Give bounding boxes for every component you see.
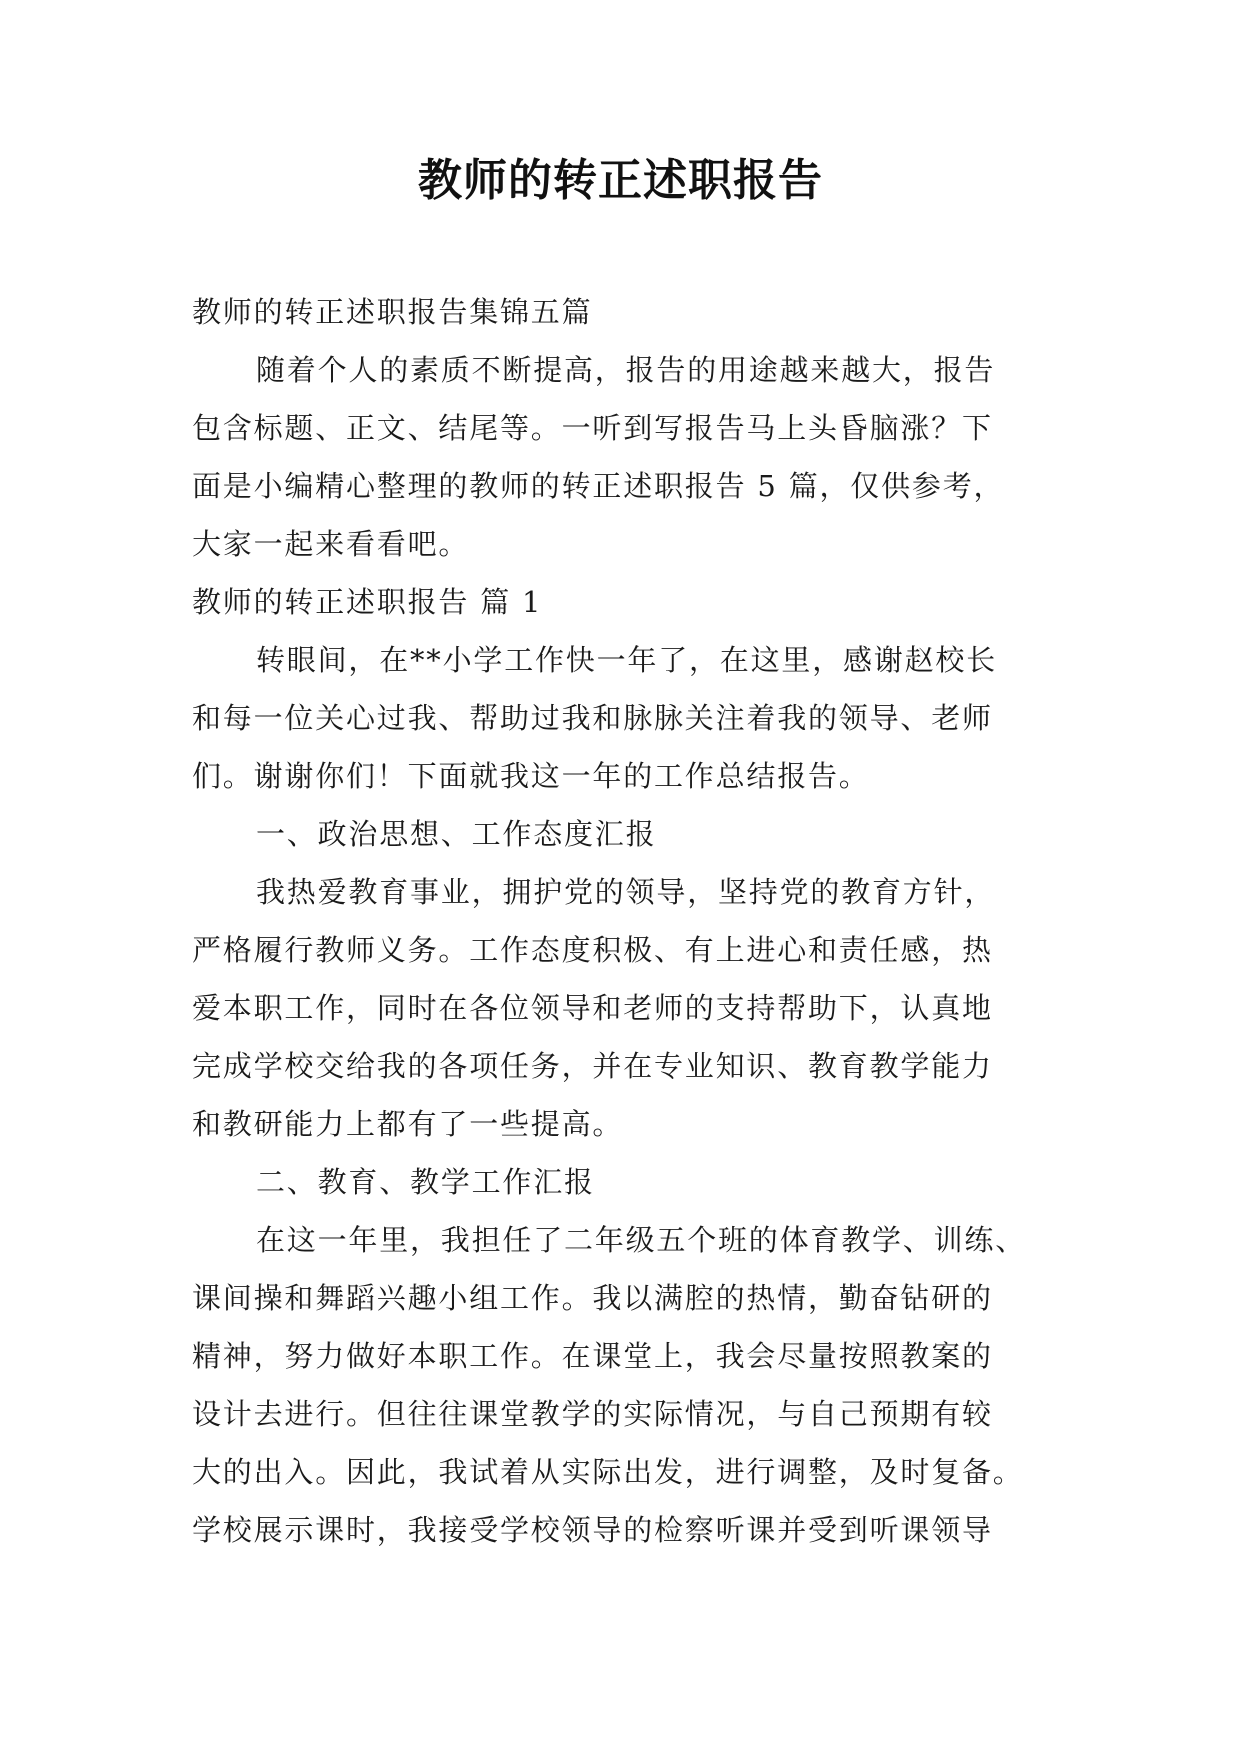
body-line: 和每一位关心过我、帮助过我和脉脉关注着我的领导、老师 (192, 701, 993, 735)
body-line: 二、教育、教学工作汇报 (256, 1165, 595, 1199)
body-line: 大的出入。因此，我试着从实际出发，进行调整，及时复备。 (192, 1455, 1024, 1489)
body-line: 课间操和舞蹈兴趣小组工作。我以满腔的热情，勤奋钻研的 (192, 1281, 993, 1315)
body-line: 转眼间，在**小学工作快一年了，在这里，感谢赵校长 (256, 643, 998, 677)
body-line: 设计去进行。但往往课堂教学的实际情况，与自己预期有较 (192, 1397, 993, 1431)
document-title: 教师的转正述职报告 (418, 155, 823, 206)
body-line: 随着个人的素质不断提高，报告的用途越来越大，报告 (256, 353, 996, 387)
body-line: 严格履行教师义务。工作态度积极、有上进心和责任感，热 (192, 933, 993, 967)
body-line: 教师的转正述职报告 篇 1 (192, 585, 543, 619)
body-line: 爱本职工作，同时在各位领导和老师的支持帮助下，认真地 (192, 991, 993, 1025)
body-line: 们。谢谢你们！下面就我这一年的工作总结报告。 (192, 759, 870, 793)
body-line: 精神，努力做好本职工作。在课堂上，我会尽量按照教案的 (192, 1339, 993, 1373)
body-line: 面是小编精心整理的教师的转正述职报告 5 篇，仅供参考， (192, 469, 1005, 503)
body-line: 在这一年里，我担任了二年级五个班的体育教学、训练、 (256, 1223, 1027, 1257)
body-line: 大家一起来看看吧。 (192, 527, 470, 561)
body-line: 完成学校交给我的各项任务，并在专业知识、教育教学能力 (192, 1049, 993, 1083)
document-body (192, 283, 1072, 1559)
body-line: 学校展示课时，我接受学校领导的检察听课并受到听课领导 (192, 1513, 993, 1547)
body-line: 包含标题、正文、结尾等。一听到写报告马上头昏脑涨？下 (192, 411, 993, 445)
body-line: 我热爱教育事业，拥护党的领导，坚持党的教育方针， (256, 875, 996, 909)
body-line: 教师的转正述职报告集锦五篇 (192, 295, 593, 329)
body-line: 一、政治思想、工作态度汇报 (256, 817, 657, 851)
body-line: 和教研能力上都有了一些提高。 (192, 1107, 624, 1141)
